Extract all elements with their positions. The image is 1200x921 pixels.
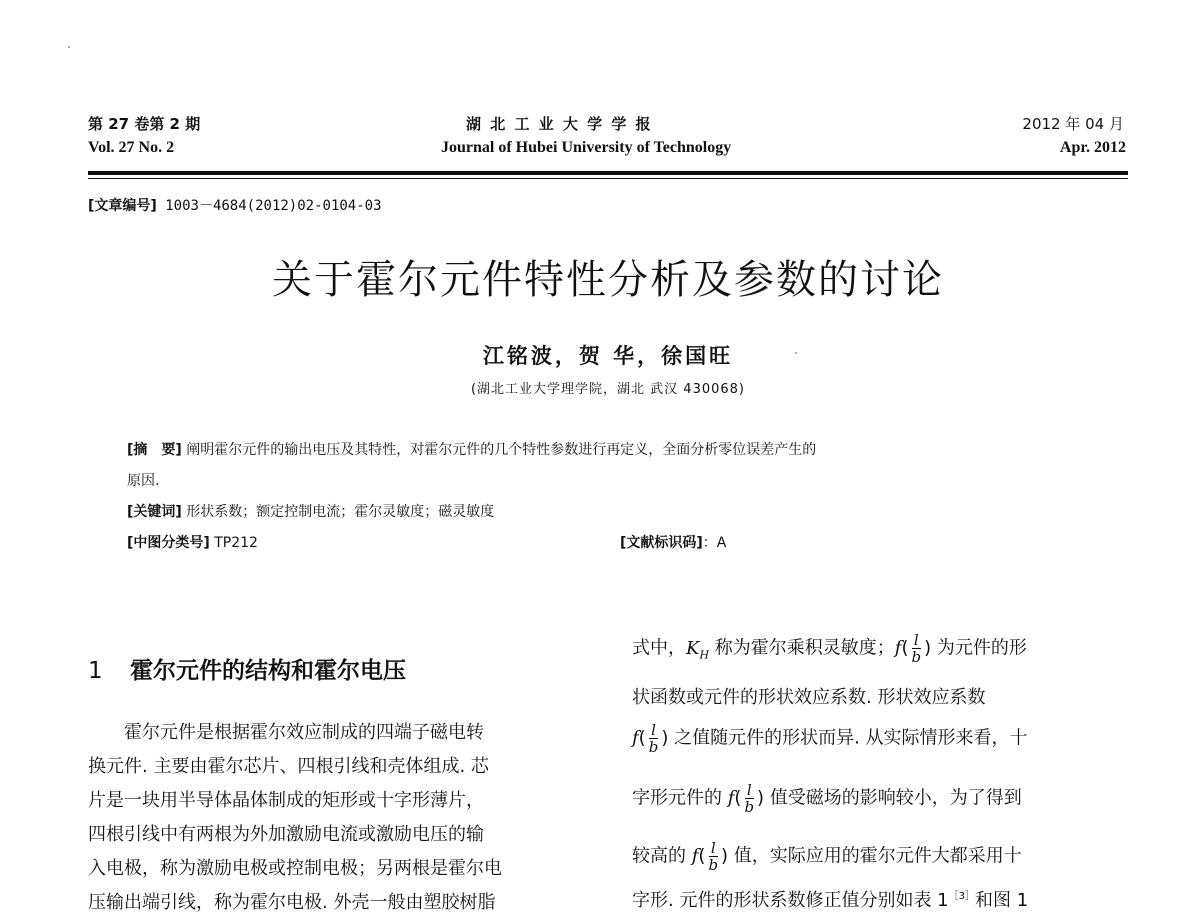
authors: 江铭波，贺 华，徐国旺 bbox=[482, 344, 734, 368]
abstract-label: [摘 要] bbox=[127, 442, 182, 458]
article-number bbox=[88, 195, 382, 215]
fraction-l-over-b: $\frac{l}{b}$ bbox=[911, 631, 922, 666]
keywords-text: 形状系数；额定控制电流；霍尔灵敏度；磁灵敏度 bbox=[186, 504, 495, 520]
doc-code-label: [文献标识码] bbox=[620, 535, 703, 551]
right-line-6: 字形. 元件的形状系数修正值分别如表 $1^{[3]}$和图 1 bbox=[632, 890, 1029, 911]
section-1-heading bbox=[88, 652, 406, 685]
issue-date-zh: 2012 年 04 月 bbox=[1022, 115, 1124, 133]
left-column bbox=[88, 716, 588, 920]
left-line-2: 换元件. 主要由霍尔芯片、四根引线和壳体组成. 芯 bbox=[88, 756, 489, 777]
right-line-3: f( $\frac{l}{b}$ ) 之值随元件的形状而异. 从实际情形来看，十 bbox=[632, 721, 1028, 756]
left-line-4: 四根引线中有两根为外加激励电流或激励电压的输 bbox=[88, 824, 484, 845]
section-1-number: 1 bbox=[88, 658, 103, 684]
header-rule-thin bbox=[88, 178, 1128, 179]
volume-issue-zh: 第 27 卷第 2 期 bbox=[88, 115, 201, 133]
keywords-label: [关键词] bbox=[127, 504, 182, 520]
issue-date-en: Apr. 2012 bbox=[1059, 139, 1126, 156]
fraction-l-over-b: $\frac{l}{b}$ bbox=[744, 781, 755, 816]
left-line-5: 入电极，称为激励电极或控制电极；另两根是霍尔电 bbox=[88, 858, 502, 879]
abstract-line-1 bbox=[127, 439, 816, 459]
journal-title-zh: 湖 北 工 业 大 学 学 报 bbox=[466, 115, 653, 133]
affiliation: (湖北工业大学理学院，湖北 武汉 430068) bbox=[470, 382, 746, 397]
doc-code-value: ：A bbox=[702, 535, 727, 551]
left-line-6: 压输出端引线，称为霍尔电极. 外壳一般由塑胶树脂 bbox=[88, 892, 496, 913]
right-line-2: 状函数或元件的形状效应系数. 形状效应系数 bbox=[632, 687, 986, 708]
scan-speck bbox=[68, 46, 70, 48]
article-number-label: [文章编号] bbox=[88, 198, 157, 214]
paper-title: 关于霍尔元件特性分析及参数的讨论 bbox=[272, 257, 944, 303]
volume-issue-en: Vol. 27 No. 2 bbox=[88, 139, 175, 156]
doc-code bbox=[620, 532, 726, 552]
right-line-5: 较高的 f( $\frac{l}{b}$ ) 值，实际应用的霍尔元件大都采用十 bbox=[632, 839, 1022, 874]
section-1-title: 霍尔元件的结构和霍尔电压 bbox=[130, 658, 406, 684]
abstract-text-2: 原因. bbox=[127, 473, 160, 489]
scan-speck bbox=[795, 352, 797, 354]
header-rule-thick bbox=[88, 171, 1128, 175]
journal-title-en: Journal of Hubei University of Technology bbox=[441, 139, 732, 156]
fraction-l-over-b: $\frac{l}{b}$ bbox=[648, 721, 659, 756]
left-line-1: 霍尔元件是根据霍尔效应制成的四端子磁电转 bbox=[88, 722, 484, 743]
abstract-text-1: 阐明霍尔元件的输出电压及其特性，对霍尔元件的几个特性参数进行再定义，全面分析零位误差产生的 bbox=[186, 442, 817, 458]
kh-symbol: $K_H$ bbox=[686, 637, 710, 662]
left-line-3: 片是一块用半导体晶体制成的矩形或十字形薄片， bbox=[88, 790, 484, 811]
keywords bbox=[127, 501, 494, 521]
classification-label: [中图分类号] bbox=[127, 535, 210, 551]
fraction-l-over-b: $\frac{l}{b}$ bbox=[708, 839, 719, 874]
article-number-value: 1003－4684(2012)02-0104-03 bbox=[165, 198, 382, 214]
classification bbox=[127, 532, 258, 552]
right-line-4: 字形元件的 f( $\frac{l}{b}$ ) 值受磁场的影响较小，为了得到 bbox=[632, 781, 1022, 816]
classification-value: TP212 bbox=[214, 535, 258, 551]
right-line-1: 式中，$K_H$ 称为霍尔乘积灵敏度；f( $\frac{l}{b}$ ) 为元件的形 bbox=[632, 631, 1027, 666]
